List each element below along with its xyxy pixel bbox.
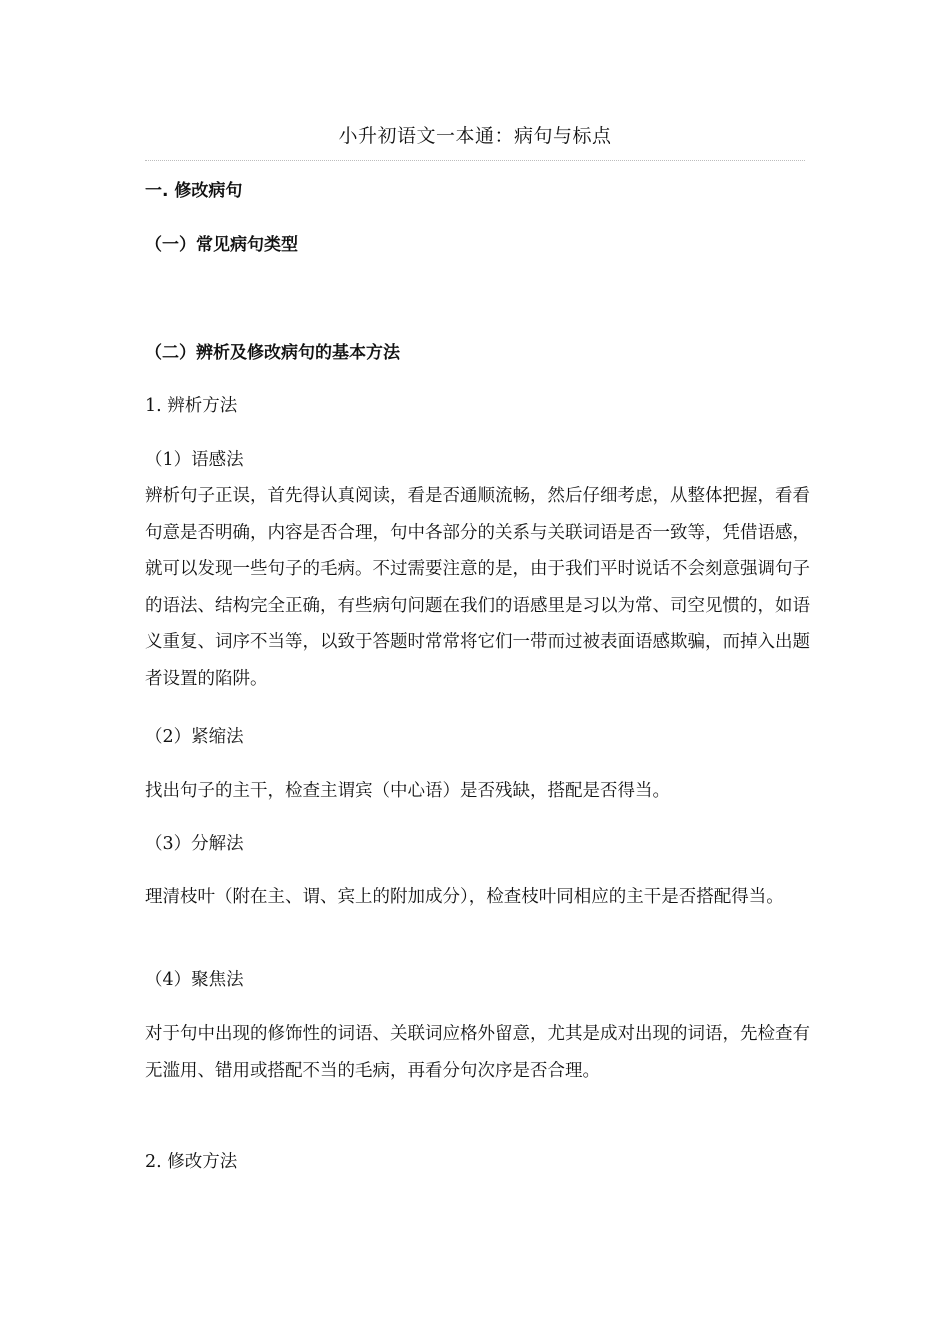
method-heading-analysis: 1. 辨析方法 [145, 396, 238, 416]
item-label-condense: （2）紧缩法 [145, 727, 244, 747]
item-label-decompose: （3）分解法 [145, 834, 244, 854]
item-label-focus: （4）聚焦法 [145, 970, 244, 990]
item-text-focus: 对于句中出现的修饰性的词语、关联词应格外留意，尤其是成对出现的词语，先检查有无滥用、错用或搭配不当的毛病，再看分句次序是否合理。 [145, 1024, 810, 1081]
subsection-heading-methods: （二）辨析及修改病句的基本方法 [145, 343, 400, 363]
subsection-heading-types: （一）常见病句类型 [145, 235, 298, 255]
method-heading-revision: 2. 修改方法 [145, 1152, 238, 1172]
document-title: 小升初语文一本通：病句与标点 [338, 125, 612, 147]
item-text-language-sense: 辨析句子正误，首先得认真阅读，看是否通顺流畅，然后仔细考虑，从整体把握，看看句意是否明确，内容是否合理，句中各部分的关系与关联词语是否一致等，凭借语感，就可以发现一些句子的毛病。不过需要注意的是，由于我们平时说话不会刻意强调句子的语法、结构完全正确，有些病句问题在我们的语感里是习以为常、司空见惯的，如语义重复、词序不当等，以致于答题时常常将它们一带而过被表面语感欺骗，而掉入出题者设置的陷阱。 [145, 486, 810, 689]
section-heading: 一. 修改病句 [145, 181, 243, 201]
item-text-condense: 找出句子的主干，检查主谓宾（中心语）是否残缺，搭配是否得当。 [145, 781, 670, 801]
title-divider [145, 160, 805, 161]
item-label-language-sense: （1）语感法 [145, 450, 244, 470]
item-text-decompose: 理清枝叶（附在主、谓、宾上的附加成分），检查枝叶同相应的主干是否搭配得当。 [145, 887, 784, 907]
